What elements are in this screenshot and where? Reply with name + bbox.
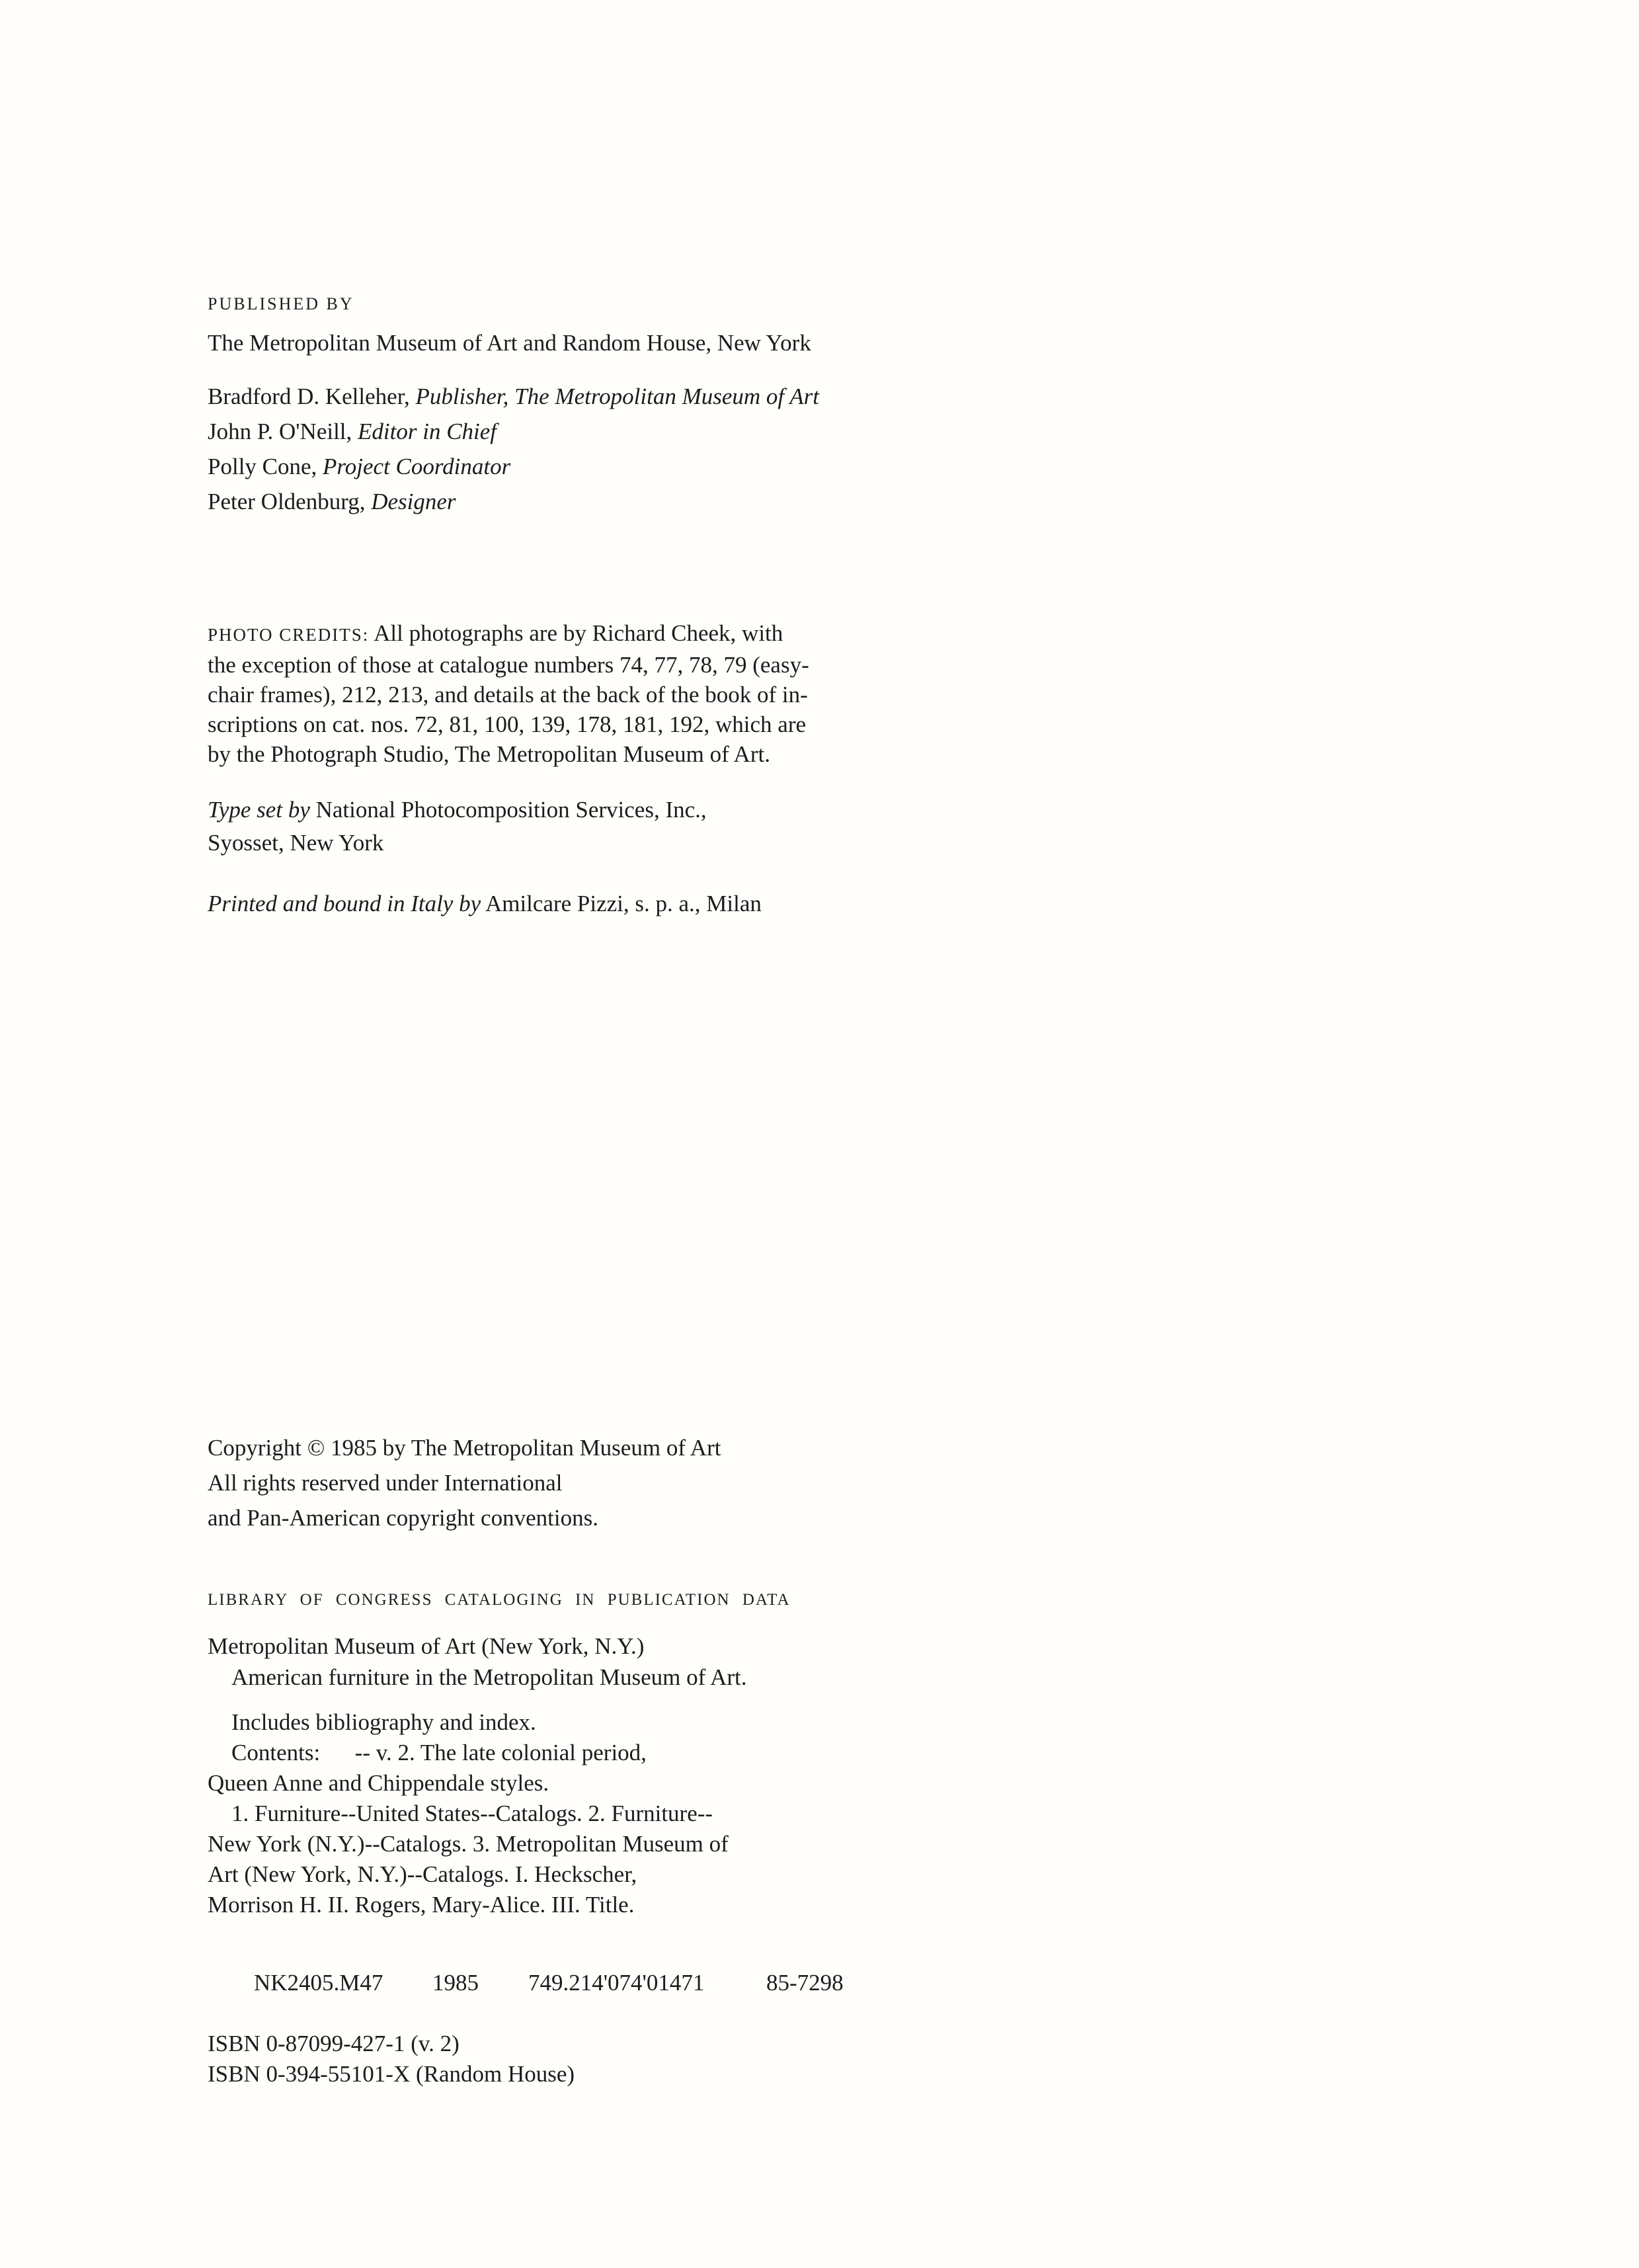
publisher-line: The Metropolitan Museum of Art and Random House, New York [208, 330, 811, 356]
staff-name: Peter Oldenburg, [208, 489, 372, 514]
photo-credits-line: by the Photograph Studio, The Metropolitan Museum of Art. [208, 741, 770, 767]
cip-subject-line: Morrison H. II. Rogers, Mary-Alice. III. Title. [208, 1892, 635, 1918]
published-heading: PUBLISHED BY [208, 294, 354, 313]
cip-main-entry: Metropolitan Museum of Art (New York, N.Y.) [208, 1633, 645, 1659]
printed-text: Amilcare Pizzi, s. p. a., Milan [481, 891, 762, 916]
copyright-line: Copyright © 1985 by The Metropolitan Museum of Art [208, 1435, 721, 1461]
staff-entry [208, 379, 819, 414]
printed-label: Printed and bound in Italy by [208, 891, 481, 916]
cip-isbn-line: ISBN 0-394-55101-X (Random House) [208, 2061, 575, 2087]
typeset-text: National Photocomposition Services, Inc., [309, 797, 707, 823]
photo-credits-line: chair frames), 212, 213, and details at the back of the book of in- [208, 682, 808, 708]
staff-role: Project Coordinator [323, 454, 511, 479]
photo-credits-text: All photographs are by Richard Cheek, with [369, 620, 783, 646]
staff-name: John P. O'Neill, [208, 419, 358, 444]
cip-isbn-line: ISBN 0-87099-427-1 (v. 2) [208, 2031, 460, 2056]
photo-credits-label: PHOTO CREDITS: [208, 625, 370, 645]
photo-credits-line [208, 618, 809, 650]
copyright-line: All rights reserved under International [208, 1470, 563, 1496]
staff-role: Editor in Chief [358, 419, 497, 444]
copyright-section [208, 1430, 721, 1535]
cip-dewey: 749.214'074'01471 [528, 1970, 705, 1996]
cip-contents-cont: Queen Anne and Chippendale styles. [208, 1770, 549, 1796]
cip-subject-line: Art (New York, N.Y.)--Catalogs. I. Heckscher, [208, 1861, 637, 1887]
cip-year: 1985 [432, 1970, 479, 1996]
staff-name: Bradford D. Kelleher, [208, 384, 416, 409]
photo-credits-section [208, 618, 809, 769]
published-section [208, 291, 819, 519]
cip-lc-number: NK2405.M47 [254, 1970, 383, 1996]
typeset-line: Syosset, New York [208, 830, 384, 856]
cip-classification-row [208, 1937, 844, 2029]
staff-name: Polly Cone, [208, 454, 323, 479]
cip-lccn: 85-7298 [766, 1970, 844, 1996]
staff-entry [208, 449, 819, 484]
cip-contents: Contents: -- v. 2. The late colonial period, [231, 1740, 647, 1765]
photo-credits-line: the exception of those at catalogue numbers 74, 77, 78, 79 (easy- [208, 652, 809, 678]
staff-list [208, 379, 819, 519]
cip-subject-line: 1. Furniture--United States--Catalogs. 2. Furniture-- [231, 1801, 713, 1826]
staff-entry [208, 414, 819, 449]
staff-role: Designer [371, 489, 456, 514]
typeset-section [208, 793, 707, 860]
printed-section [208, 886, 762, 921]
staff-role: Publisher, The Metropolitan Museum of Art [415, 384, 819, 409]
photo-credits-line: scriptions on cat. nos. 72, 81, 100, 139, 178, 181, 192, which are [208, 711, 807, 737]
cip-section [208, 1587, 844, 2089]
typeset-label: Type set by [208, 797, 310, 823]
cip-heading: LIBRARY OF CONGRESS CATALOGING IN PUBLICATION DATA [208, 1591, 791, 1609]
copyright-line: and Pan-American copyright conventions. [208, 1505, 598, 1531]
printed-line [208, 886, 762, 921]
cip-subject-line: New York (N.Y.)--Catalogs. 3. Metropolitan Museum of [208, 1831, 729, 1857]
staff-entry [208, 484, 819, 519]
cip-includes: Includes bibliography and index. [231, 1709, 536, 1735]
typeset-line [208, 793, 707, 827]
cip-title-line: American furniture in the Metropolitan Museum of Art. [231, 1664, 747, 1690]
